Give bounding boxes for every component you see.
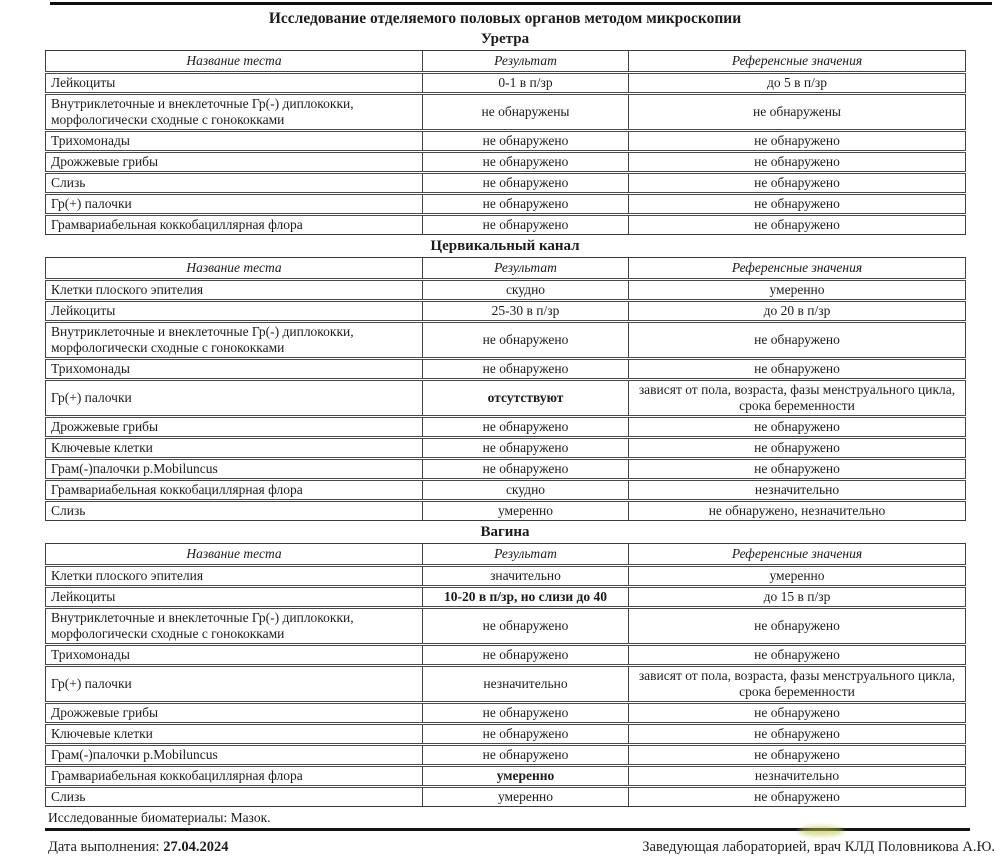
- result-cell-text: не обнаружено: [482, 618, 569, 633]
- reference-cell: [629, 152, 966, 173]
- report-section: [0, 31, 1000, 235]
- test-name-cell-text: Слизь: [51, 503, 86, 518]
- result-cell-text: 25-30 в п/зр: [491, 303, 560, 318]
- result-cell-text: не обнаружено: [482, 332, 569, 347]
- reference-cell: [629, 745, 966, 766]
- reference-cell: [629, 131, 966, 152]
- result-cell: [423, 280, 629, 301]
- results-table: [45, 543, 966, 807]
- table-row: [46, 587, 966, 608]
- column-header-result: Результат: [423, 51, 629, 73]
- result-cell: [423, 587, 629, 608]
- top-divider-rule: [50, 2, 992, 5]
- column-header-reference: Референсные значения: [629, 544, 966, 566]
- results-table: [45, 257, 966, 521]
- test-name-cell: [46, 666, 423, 703]
- table-row: [46, 787, 966, 807]
- column-header-test-name: Название теста: [46, 258, 423, 280]
- test-name-cell: [46, 480, 423, 501]
- test-name-cell-text: Внутриклеточные и внеклеточные Гр(-) диплококки, морфологически сходные с гонококками: [51, 96, 354, 127]
- test-name-cell-text: Грамвариабельная коккобациллярная флора: [51, 217, 303, 232]
- table-row: [46, 745, 966, 766]
- table-row: [46, 417, 966, 438]
- reference-cell-text: до 5 в п/зр: [767, 75, 827, 90]
- column-header-reference: Референсные значения: [629, 258, 966, 280]
- report-footer: [48, 839, 995, 856]
- result-cell-text: не обнаружено: [482, 419, 569, 434]
- reference-cell-text: не обнаружено: [754, 705, 840, 720]
- result-cell: [423, 608, 629, 645]
- reference-cell: [629, 215, 966, 235]
- reference-cell-text: незначительно: [754, 482, 840, 497]
- test-name-cell: [46, 459, 423, 480]
- reference-cell-text: незначительно: [754, 768, 840, 783]
- table-row: [46, 380, 966, 417]
- reference-cell: [629, 566, 966, 587]
- test-name-cell-text: Лейкоциты: [51, 75, 116, 90]
- test-name-cell-text: Внутриклеточные и внеклеточные Гр(-) диплококки, морфологически сходные с гонококками: [51, 610, 354, 641]
- test-name-cell-text: Слизь: [51, 175, 86, 190]
- test-name-cell: [46, 194, 423, 215]
- result-cell: [423, 501, 629, 521]
- result-cell: [423, 666, 629, 703]
- reference-cell: [629, 417, 966, 438]
- result-cell-text: умеренно: [497, 503, 554, 518]
- reference-cell: [629, 322, 966, 359]
- reference-cell-text: зависят от пола, возраста, фазы менструального цикла, срока беременности: [638, 382, 956, 413]
- test-name-cell-text: Ключевые клетки: [51, 440, 153, 455]
- execution-date-label: Дата выполнения:: [48, 839, 160, 855]
- result-cell-text: не обнаружено: [482, 461, 569, 476]
- result-cell: [423, 438, 629, 459]
- result-cell-text: 0-1 в п/зр: [498, 75, 553, 90]
- test-name-cell-text: Лейкоциты: [51, 303, 116, 318]
- result-cell: [423, 322, 629, 359]
- table-row: [46, 459, 966, 480]
- test-name-cell: [46, 745, 423, 766]
- result-cell-text: умеренно: [497, 789, 554, 804]
- reference-cell-text: до 15 в п/зр: [763, 589, 831, 604]
- test-name-cell: [46, 173, 423, 194]
- reference-cell-text: умеренно: [769, 568, 825, 583]
- result-cell-text: не обнаружено: [482, 726, 569, 741]
- result-cell: [423, 194, 629, 215]
- table-row: [46, 501, 966, 521]
- test-name-cell: [46, 301, 423, 322]
- reference-cell: [629, 766, 966, 787]
- reference-cell-text: не обнаружено: [754, 647, 840, 662]
- reference-cell: [629, 359, 966, 380]
- reference-cell: [629, 301, 966, 322]
- result-cell: [423, 703, 629, 724]
- reference-cell: [629, 173, 966, 194]
- reference-cell-text: не обнаружены: [752, 104, 841, 119]
- test-name-cell: [46, 280, 423, 301]
- result-cell: [423, 94, 629, 131]
- reference-cell: [629, 787, 966, 807]
- result-cell: [423, 480, 629, 501]
- result-cell: [423, 566, 629, 587]
- reference-cell: [629, 501, 966, 521]
- report-sections: [0, 31, 1000, 807]
- reference-cell-text: не обнаружено: [754, 154, 840, 169]
- test-name-cell-text: Ключевые клетки: [51, 726, 153, 741]
- reference-cell: [629, 438, 966, 459]
- table-row: [46, 94, 966, 131]
- test-name-cell: [46, 501, 423, 521]
- result-cell: [423, 645, 629, 666]
- test-name-cell-text: Трихомонады: [51, 647, 130, 662]
- section-heading: Уретра: [480, 31, 530, 47]
- reference-cell-text: не обнаружено: [754, 332, 840, 347]
- table-row: [46, 703, 966, 724]
- result-cell-text: отсутствуют: [487, 390, 564, 405]
- column-header-test-name: Название теста: [46, 51, 423, 73]
- result-cell-text: значительно: [490, 568, 561, 583]
- report-section: [0, 524, 1000, 807]
- section-heading: Цервикальный канал: [430, 238, 580, 254]
- lab-head-signature: Заведующая лабораторией, врач КЛД Половникова А.Ю.: [642, 839, 995, 855]
- table-header-row: [46, 544, 966, 566]
- table-row: [46, 173, 966, 194]
- reference-cell: [629, 94, 966, 131]
- test-name-cell: [46, 359, 423, 380]
- table-row: [46, 359, 966, 380]
- reference-cell: [629, 280, 966, 301]
- table-row: [46, 566, 966, 587]
- reference-cell-text: не обнаружено: [754, 618, 840, 633]
- result-cell-text: не обнаружено: [482, 154, 569, 169]
- test-name-cell: [46, 787, 423, 807]
- column-header-test-name: Название теста: [46, 544, 423, 566]
- test-name-cell-text: Гр(+) палочки: [51, 196, 132, 211]
- reference-cell-text: не обнаружено: [754, 175, 840, 190]
- result-cell: [423, 359, 629, 380]
- test-name-cell-text: Слизь: [51, 789, 86, 804]
- test-name-cell: [46, 766, 423, 787]
- result-cell: [423, 417, 629, 438]
- test-name-cell-text: Дрожжевые грибы: [51, 419, 159, 434]
- result-cell-text: скудно: [505, 282, 546, 297]
- result-cell: [423, 73, 629, 94]
- test-name-cell-text: Клетки плоского эпителия: [51, 568, 204, 583]
- scanned-lab-report: [0, 2, 1000, 855]
- reference-cell-text: не обнаружено: [754, 440, 840, 455]
- table-row: [46, 480, 966, 501]
- result-cell: [423, 459, 629, 480]
- reference-cell: [629, 587, 966, 608]
- reference-cell-text: не обнаружено: [754, 419, 840, 434]
- reference-cell-text: умеренно: [769, 282, 825, 297]
- table-row: [46, 301, 966, 322]
- test-name-cell: [46, 131, 423, 152]
- table-row: [46, 766, 966, 787]
- test-name-cell-text: Дрожжевые грибы: [51, 705, 159, 720]
- result-cell: [423, 787, 629, 807]
- table-header-row: [46, 258, 966, 280]
- reference-cell: [629, 480, 966, 501]
- section-heading: Вагина: [480, 524, 530, 540]
- table-row: [46, 666, 966, 703]
- report-title: Исследование отделяемого половых органов методом микроскопии: [268, 10, 742, 27]
- test-name-cell: [46, 94, 423, 131]
- result-cell: [423, 215, 629, 235]
- result-cell: [423, 380, 629, 417]
- test-name-cell-text: Грам(-)палочки p.Mobiluncus: [51, 461, 218, 476]
- test-name-cell-text: Гр(+) палочки: [51, 676, 132, 691]
- column-header-reference: Референсные значения: [629, 51, 966, 73]
- reference-cell: [629, 73, 966, 94]
- result-cell-text: не обнаружено: [482, 747, 569, 762]
- test-name-cell: [46, 152, 423, 173]
- test-name-cell: [46, 724, 423, 745]
- result-cell-text: не обнаружено: [482, 217, 569, 232]
- result-cell-text: умеренно: [496, 768, 555, 783]
- table-row: [46, 645, 966, 666]
- test-name-cell: [46, 322, 423, 359]
- test-name-cell: [46, 215, 423, 235]
- result-cell-text: 10-20 в п/зр, но слизи до 40: [443, 589, 608, 604]
- execution-date-value: 27.04.2024: [163, 839, 229, 855]
- table-row: [46, 131, 966, 152]
- test-name-cell-text: Грам(-)палочки p.Mobiluncus: [51, 747, 218, 762]
- table-row: [46, 608, 966, 645]
- reference-cell-text: не обнаружено: [754, 361, 840, 376]
- table-header-row: [46, 51, 966, 73]
- result-cell-text: незначительно: [483, 676, 568, 691]
- reference-cell: [629, 608, 966, 645]
- result-cell: [423, 724, 629, 745]
- table-row: [46, 194, 966, 215]
- result-cell-text: не обнаружены: [481, 104, 570, 119]
- result-cell: [423, 745, 629, 766]
- test-name-cell-text: Лейкоциты: [51, 589, 116, 604]
- reference-cell-text: не обнаружено: [754, 196, 840, 211]
- result-cell-text: не обнаружено: [482, 175, 569, 190]
- reference-cell-text: не обнаружено: [754, 217, 840, 232]
- table-row: [46, 280, 966, 301]
- result-cell-text: не обнаружено: [482, 361, 569, 376]
- test-name-cell: [46, 566, 423, 587]
- result-cell-text: скудно: [505, 482, 546, 497]
- test-name-cell-text: Внутриклеточные и внеклеточные Гр(-) диплококки, морфологически сходные с гонококками: [51, 324, 354, 355]
- reference-cell: [629, 645, 966, 666]
- reference-cell: [629, 724, 966, 745]
- result-cell: [423, 173, 629, 194]
- result-cell-text: не обнаружено: [482, 196, 569, 211]
- reference-cell: [629, 703, 966, 724]
- test-name-cell-text: Грамвариабельная коккобациллярная флора: [51, 482, 303, 497]
- result-cell: [423, 301, 629, 322]
- stamp-edge-artifact: [798, 826, 844, 836]
- execution-date: [48, 839, 228, 856]
- test-name-cell: [46, 587, 423, 608]
- reference-cell-text: не обнаружено: [754, 726, 840, 741]
- reference-cell-text: зависят от пола, возраста, фазы менструального цикла, срока беременности: [638, 668, 956, 699]
- column-header-result: Результат: [423, 258, 629, 280]
- test-name-cell: [46, 703, 423, 724]
- reference-cell: [629, 666, 966, 703]
- result-cell: [423, 131, 629, 152]
- result-cell-text: не обнаружено: [482, 440, 569, 455]
- result-cell-text: не обнаружено: [482, 705, 569, 720]
- result-cell: [423, 766, 629, 787]
- test-name-cell: [46, 73, 423, 94]
- table-row: [46, 215, 966, 235]
- table-row: [46, 724, 966, 745]
- table-row: [46, 322, 966, 359]
- test-name-cell-text: Гр(+) палочки: [51, 390, 132, 405]
- result-cell: [423, 152, 629, 173]
- reference-cell-text: не обнаружено, незначительно: [708, 503, 886, 518]
- reference-cell-text: не обнаружено: [754, 789, 840, 804]
- test-name-cell: [46, 645, 423, 666]
- test-name-cell: [46, 608, 423, 645]
- reference-cell-text: не обнаружено: [754, 747, 840, 762]
- test-name-cell: [46, 417, 423, 438]
- results-table: [45, 50, 966, 235]
- test-name-cell-text: Грамвариабельная коккобациллярная флора: [51, 768, 303, 783]
- reference-cell: [629, 194, 966, 215]
- table-row: [46, 438, 966, 459]
- test-name-cell: [46, 380, 423, 417]
- report-section: [0, 238, 1000, 521]
- test-name-cell-text: Трихомонады: [51, 133, 130, 148]
- test-name-cell-text: Дрожжевые грибы: [51, 154, 159, 169]
- reference-cell-text: не обнаружено: [754, 461, 840, 476]
- result-cell-text: не обнаружено: [482, 647, 569, 662]
- test-name-cell-text: Клетки плоского эпителия: [51, 282, 204, 297]
- biomaterials-note: Исследованные биоматериалы: Мазок.: [48, 810, 271, 825]
- test-name-cell: [46, 438, 423, 459]
- table-row: [46, 73, 966, 94]
- column-header-result: Результат: [423, 544, 629, 566]
- reference-cell: [629, 459, 966, 480]
- result-cell-text: не обнаружено: [482, 133, 569, 148]
- reference-cell-text: до 20 в п/зр: [763, 303, 831, 318]
- test-name-cell-text: Трихомонады: [51, 361, 130, 376]
- table-row: [46, 152, 966, 173]
- reference-cell: [629, 380, 966, 417]
- reference-cell-text: не обнаружено: [754, 133, 840, 148]
